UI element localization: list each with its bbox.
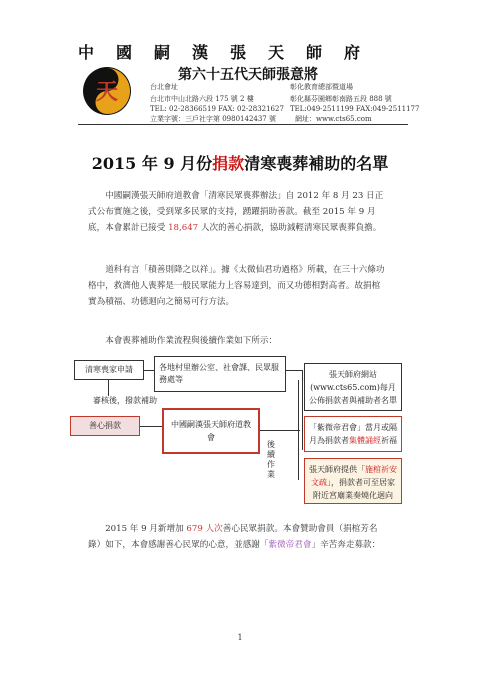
taipei-office-label: 台北會址: [150, 83, 178, 91]
arrow-connector: [140, 426, 162, 427]
title-highlight: 捐款: [212, 154, 245, 173]
flow-center-box: 中國嗣漢張天師府道教會: [162, 408, 260, 454]
paragraph-flow-intro: 本會喪葬補助作業流程與後續作業如下所示：: [105, 336, 278, 346]
taipei-phone: TEL: 02-28366519 FAX: 02-28321627: [150, 105, 284, 113]
paragraph-september: 2015 年 9 月新增加 679 人次善心民眾捐款。本會贊助會員（捐棺芳名錄）如下，本會感謝善心民眾的心意，並感謝「紫微帝君會」辛苦奔走募款：: [88, 524, 381, 550]
org-name: 中國嗣漢張天師府: [78, 43, 383, 62]
paragraph-intro: 中國嗣漢張天師府道教會「清寒民眾喪葬辦法」自 2012 年 8 月 23 日正式公布實施之後，受到眾多民眾的支持，踴躍捐助善款。截至 2015 年 9 月底，本會累計已接受 18,647 人次的善心捐款，協助減輕清寒民眾喪葬負擔。: [88, 191, 384, 233]
arrow-connector: [302, 370, 303, 450]
website-line: 網址：www.cts65.com: [295, 115, 372, 123]
flow-donation-box: 善心捐款: [70, 416, 140, 436]
arrow-connector: [298, 380, 299, 480]
arrow-connector: [144, 370, 154, 371]
september-count: 679 人次: [186, 524, 223, 534]
page-number: 1: [237, 633, 243, 642]
taiji-logo: [82, 66, 132, 116]
taipei-address: 台北市中山北路六段 175 號 2 樓: [150, 95, 254, 103]
document-title: 2015 年 9 月份捐款清寒喪葬補助的名單: [91, 154, 389, 173]
changhua-center-label: 彰化教育總部暨道場: [290, 83, 353, 91]
changhua-address: 彰化縣芬園鄉彰南路五段 888 號: [290, 95, 392, 103]
flow-ziwei-box: 「紫微帝君會」當月或隔月為捐款者集體誦經祈福: [304, 416, 402, 452]
header-divider: [78, 124, 408, 125]
subtitle: 第六十五代天師張意將: [178, 67, 318, 83]
arrow-connector: [108, 380, 109, 396]
ziwei-society: 紫微帝君會: [268, 540, 312, 550]
arrow-connector: [286, 370, 302, 371]
flow-village-box: 各地村里辦公室、社會課、民眾服務處等: [154, 356, 286, 392]
changhua-phone: TEL:049-2511199 FAX:049-2511177: [290, 105, 420, 113]
flow-coffin-box: 張天師府提供「施棺祈安文疏」，捐款者可至居家附近宮廟業奏燒化迴向: [304, 458, 402, 504]
svg-text:天: 天: [95, 79, 119, 105]
flow-apply-box: 清寒喪家申請: [74, 360, 144, 380]
flow-website-box: 張天師府網站(www.cts65.com)每月公佈捐款者與補助者名單: [304, 363, 402, 411]
donation-count: 18,647: [168, 223, 199, 233]
arrow-connector: [260, 430, 300, 431]
paragraph-doctrine: 道科有言「積善則降之以祥」。據《太微仙君功過格》所載，在三十六條功格中，救濟他人喪葬是一般民眾能力上容易達到，而又功德相對高者。故捐棺實為積福、功德迴向之簡易可行方法。: [88, 265, 385, 307]
review-label: 審核後，撥款補助: [93, 396, 157, 405]
registration-number: 立業字號：三戶社字第 0980142437 號: [150, 115, 276, 123]
followup-label: 後續作業: [267, 440, 275, 479]
